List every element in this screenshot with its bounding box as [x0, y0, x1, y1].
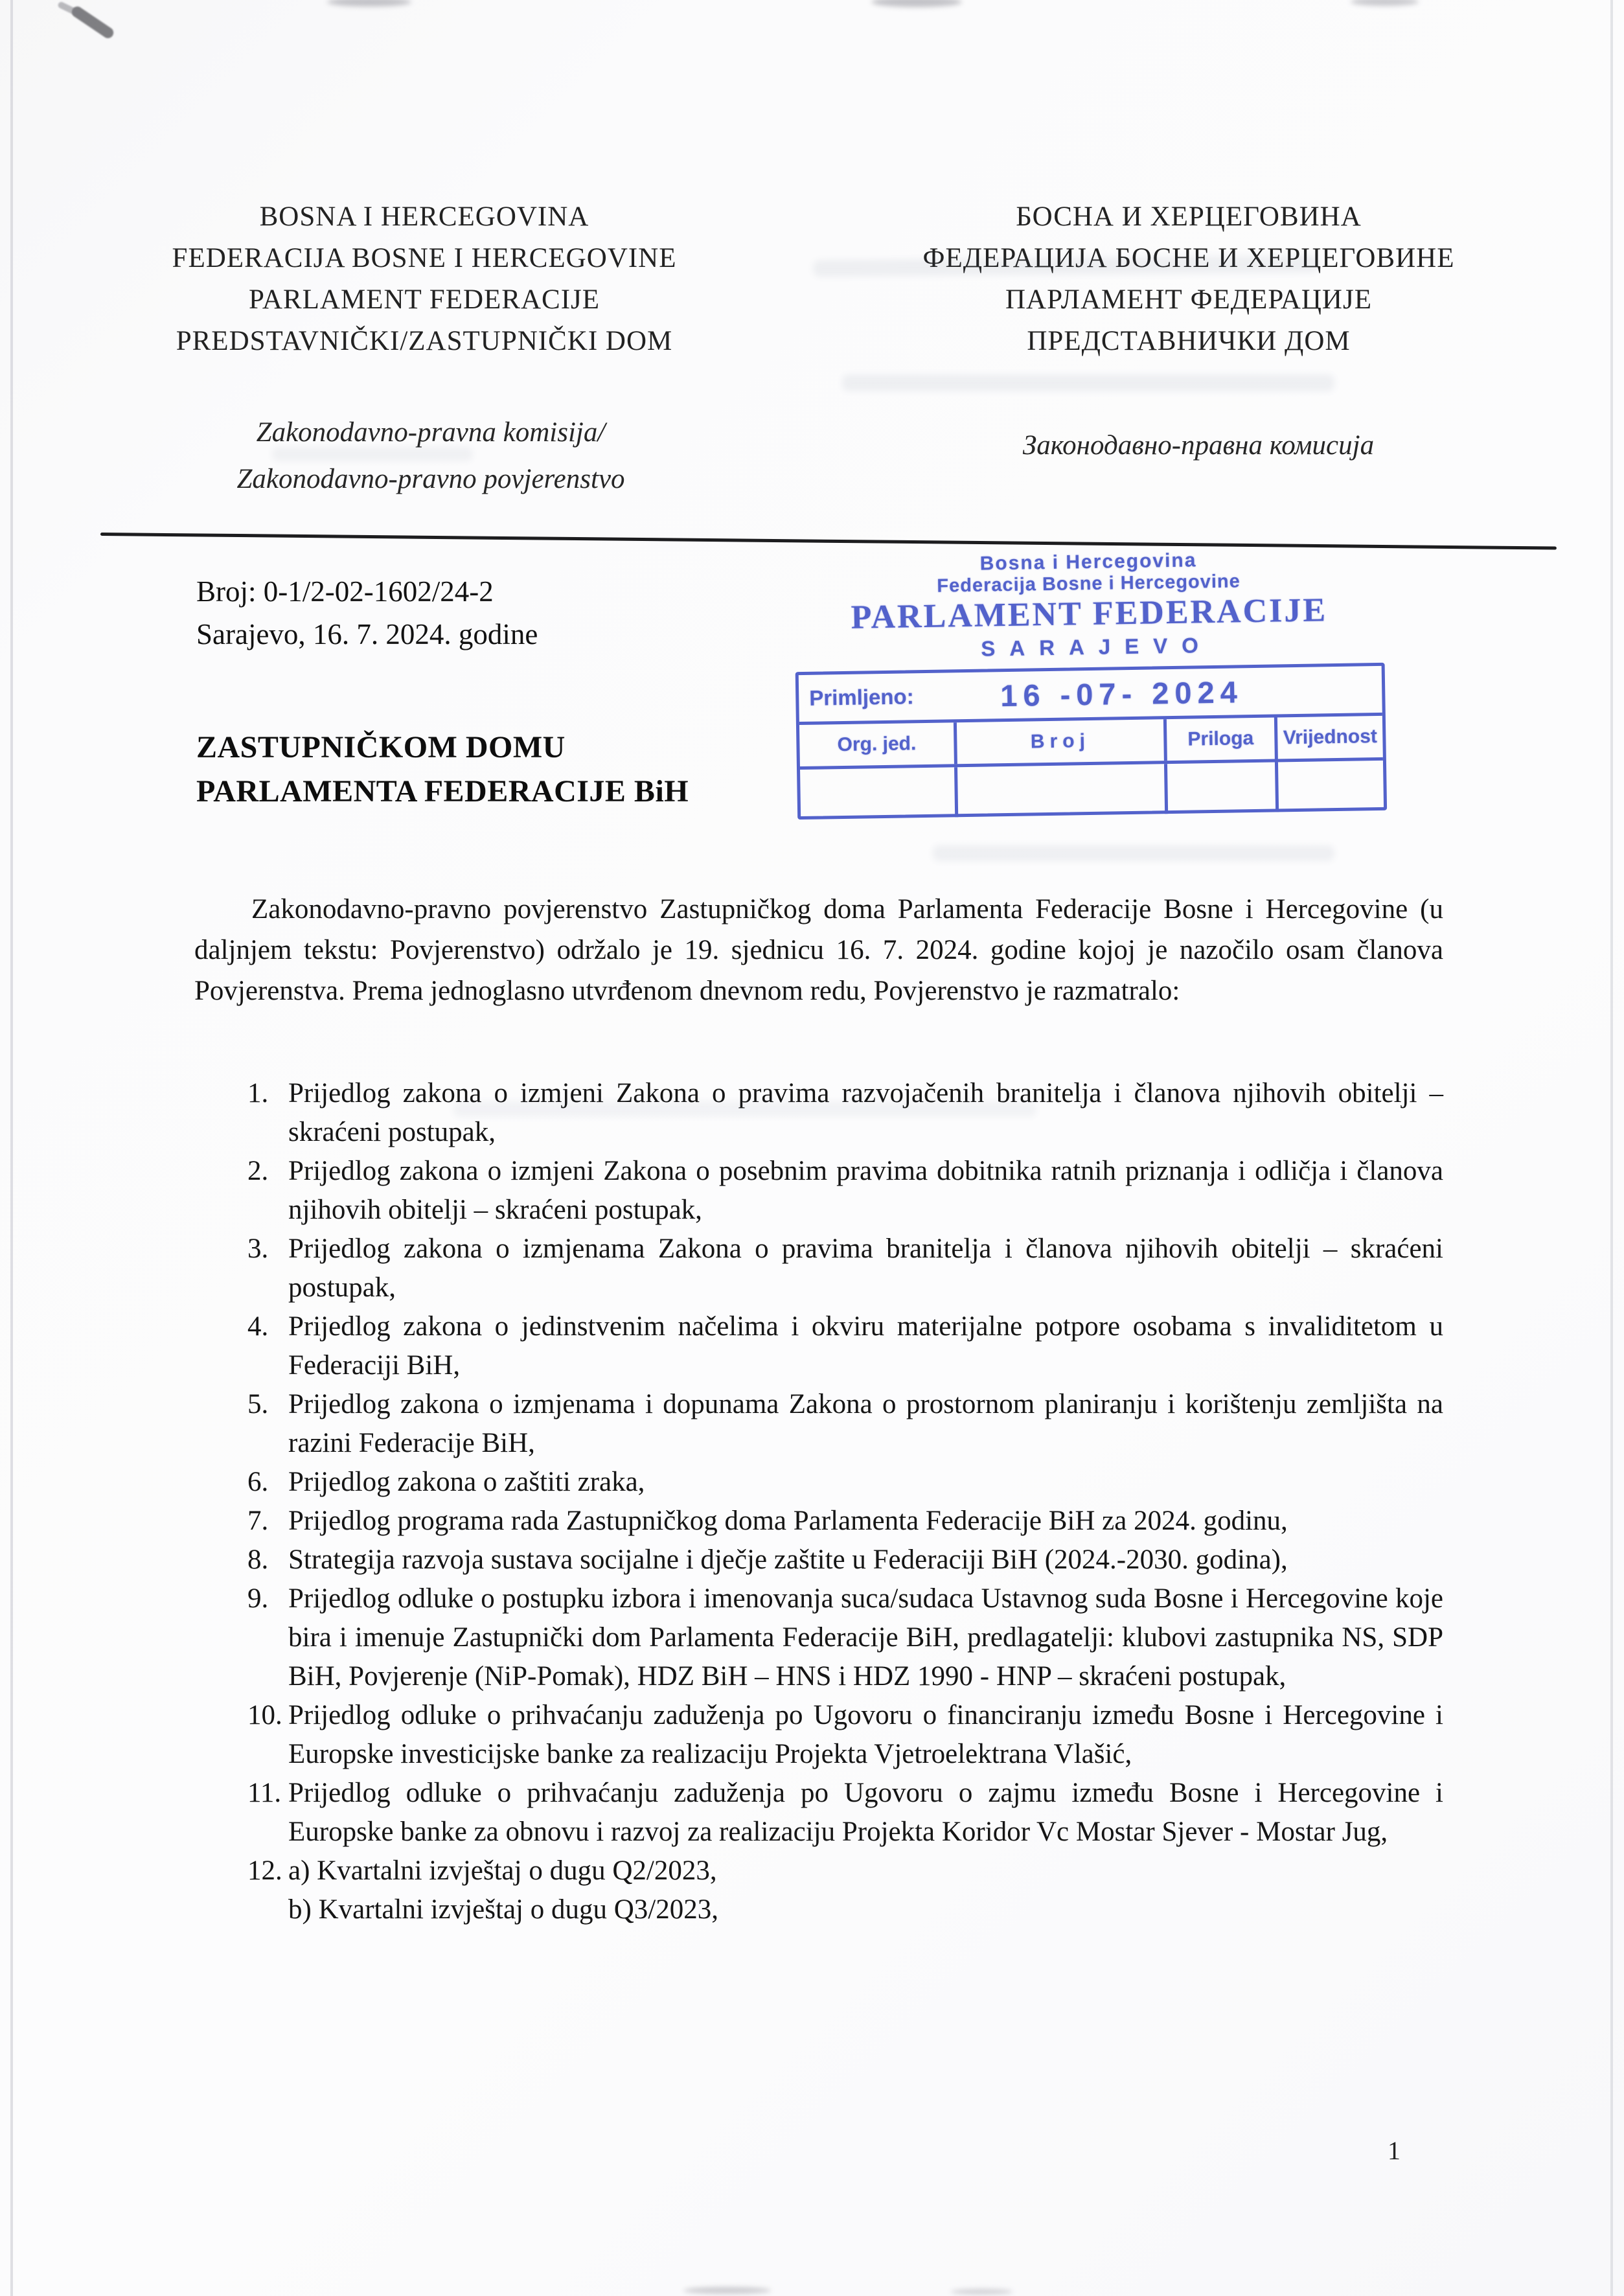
agenda-item-number: 9.: [247, 1583, 269, 1614]
letterhead-line: БОСНА И ХЕРЦЕГОВИНА: [1016, 201, 1362, 232]
agenda-item-number: 5.: [247, 1389, 269, 1419]
reference-block: [196, 570, 538, 656]
letterhead-line: PARLAMENT FEDERACIJE: [248, 284, 600, 315]
agenda-item: [194, 1774, 1443, 1852]
scan-edge-line: [10, 0, 13, 2296]
agenda-item-number: 12.: [247, 1855, 282, 1886]
agenda-item: [194, 1230, 1443, 1307]
stamp-empty-cell: [1167, 762, 1279, 814]
recipient-line: ZASTUPNIČKOM DOMU: [196, 730, 566, 764]
agenda-item: [194, 1852, 1443, 1929]
agenda-item-number: 1.: [247, 1078, 269, 1108]
committee-name-latin: [152, 409, 709, 503]
scan-artifact-smudge: [683, 2287, 771, 2294]
stamp-empty-cell: [957, 764, 1168, 817]
agenda-item-text: Prijedlog zakona o izmjenama i dopunama Zakona o prostornom planiranju i korištenju zemljišta na razini Federacije BiH,: [288, 1389, 1443, 1458]
stamp-received-date: 16 -07- 2024: [1000, 674, 1244, 713]
stamp-column-vrijednost: Vrijednost: [1283, 726, 1378, 749]
stamp-column-priloga: Priloga: [1167, 717, 1278, 761]
agenda-item-number: 7.: [247, 1506, 269, 1536]
agenda-item-text: Strategija razvoja sustava socijalne i dječje zaštite u Federaciji BiH (2024.-2030. godina),: [288, 1544, 1288, 1575]
bleed-through-artifact: [842, 374, 1334, 391]
agenda-item-text: Prijedlog programa rada Zastupničkog doma Parlamenta Federacije BiH za 2024. godinu,: [288, 1506, 1288, 1536]
agenda-item-number: 10.: [247, 1700, 282, 1730]
agenda-list: [194, 1074, 1443, 1929]
scan-artifact-mark: [57, 1, 84, 18]
letterhead-left: [113, 196, 735, 362]
stamp-empty-cell: [1278, 761, 1384, 812]
stamp-institution: PARLAMENT FEDERACIJE: [851, 591, 1328, 636]
agenda-item-text: Prijedlog zakona o izmjeni Zakona o pravima razvojačenih branitelja i članova njihovih obitelji – skraćeni postupak,: [288, 1078, 1443, 1147]
stamp-column-broj: Broj: [957, 719, 1167, 764]
intro-paragraph: Zakonodavno-pravno povjerenstvo Zastupničkog doma Parlamenta Federacije Bosne i Hercegovine (u daljnjem tekstu: Povjerenstvo) održalo je 19. sjednicu 16. 7. 2024. godine kojoj je nazočilo osam članova Povjerenstva. Prema jednoglasno utvrđenom dnevnom redu, Povjerenstvo je razmatralo:: [194, 894, 1443, 1006]
committee-name-line: Zakonodavno-pravna komisija/: [256, 417, 606, 448]
reference-place-date: Sarajevo, 16. 7. 2024. godine: [196, 618, 538, 650]
agenda-item-text: Prijedlog odluke o prihvaćanju zaduženja po Ugovoru o zajmu između Bosne i Hercegovine i Europske banke za obnovu i razvoj za realizaciju Projekta Koridor Vc Mostar Sjever - Mostar Jug,: [288, 1778, 1443, 1847]
agenda-item: [194, 1307, 1443, 1385]
letterhead-line: BOSNA I HERCEGOVINA: [259, 201, 589, 232]
agenda-item-text: Prijedlog odluke o prihvaćanju zaduženja po Ugovoru o financiranju između Bosne i Hercegovine i Europske investicijske banke za realizaciju Projekta Vjetroelektrana Vlašić,: [288, 1700, 1443, 1769]
agenda-item: [194, 1385, 1443, 1463]
agenda-item-text: Prijedlog zakona o zaštiti zraka,: [288, 1467, 645, 1497]
bleed-through-artifact: [933, 845, 1334, 861]
agenda-item-text: Prijedlog odluke o postupku izbora i imenovanja suca/sudaca Ustavnog suda Bosne i Hercegovine koje bira i imenuje Zastupnički dom Parlamenta Federacije BiH, predlagatelji: klubovi zastupnika NS, SDP BiH, Povjerenje (NiP-Pomak), HDZ BiH – HNS i HDZ 1990 - HNP – skraćeni postupak,: [288, 1583, 1443, 1692]
received-stamp: [794, 547, 1387, 820]
scan-artifact-smudge: [327, 0, 411, 6]
agenda-item-number: 11.: [247, 1778, 282, 1808]
scan-edge-line: [1610, 0, 1613, 2296]
recipient-heading: [196, 726, 689, 814]
agenda-item-text: Prijedlog zakona o izmjenama Zakona o pravima branitelja i članova njihovih obitelji – skraćeni postupak,: [288, 1234, 1443, 1303]
agenda-item-text: a) Kvartalni izvještaj o dugu Q2/2023, b) Kvartalni izvještaj o dugu Q3/2023,: [288, 1855, 718, 1925]
agenda-item-number: 8.: [247, 1544, 269, 1575]
stamp-country: Bosna i Hercegovina: [979, 549, 1197, 575]
agenda-item: [194, 1541, 1443, 1579]
stamp-empty-row: [800, 761, 1384, 820]
agenda-item-number: 3.: [247, 1234, 269, 1264]
letterhead-right: [862, 196, 1516, 362]
committee-name-cyrillic: Законодавно-правна комисија: [1022, 430, 1375, 461]
stamp-column-org-jed: Org. jed.: [799, 722, 957, 766]
agenda-item: [194, 1696, 1443, 1774]
scan-artifact-smudge: [1351, 0, 1419, 6]
letterhead-line: FEDERACIJA BOSNE I HERCEGOVINE: [172, 243, 677, 273]
stamp-received-label: Primljeno:: [809, 684, 914, 710]
scan-artifact-smudge: [871, 0, 962, 7]
agenda-item: [194, 1074, 1443, 1152]
agenda-item: [194, 1463, 1443, 1502]
scan-artifact-smudge: [951, 2289, 1012, 2295]
agenda-item-number: 4.: [247, 1311, 269, 1342]
stamp-empty-cell: [800, 767, 958, 820]
letterhead-line: ФЕДЕРАЦИЈА БОСНЕ И ХЕРЦЕГОВИНЕ: [922, 243, 1455, 273]
agenda-item-text: Prijedlog zakona o izmjeni Zakona o posebnim pravima dobitnika ratnih priznanja i odličja i članova njihovih obitelji – skraćeni postupak,: [288, 1156, 1443, 1225]
scan-artifact-mark: [70, 5, 116, 40]
letterhead-line: ПАРЛАМЕНТ ФЕДЕРАЦИЈЕ: [1005, 284, 1372, 315]
agenda-item-text: Prijedlog zakona o jedinstvenim načelima i okviru materijalne potpore osobama s invaliditetom u Federaciji BiH,: [288, 1311, 1443, 1381]
letterhead-line: ПРЕДСТАВНИЧКИ ДОМ: [1027, 326, 1351, 356]
agenda-item: [194, 1579, 1443, 1696]
agenda-item: [194, 1152, 1443, 1230]
letterhead-line: PREDSTAVNIČKI/ZASTUPNIČKI DOM: [176, 326, 673, 356]
agenda-item-number: 6.: [247, 1467, 269, 1497]
agenda-item: [194, 1502, 1443, 1541]
stamp-city: SARAJEVO: [981, 633, 1213, 661]
agenda-item-number: 2.: [247, 1156, 269, 1186]
reference-number: Broj: 0-1/2-02-1602/24-2: [196, 575, 494, 608]
recipient-line: PARLAMENTA FEDERACIJE BiH: [196, 774, 689, 809]
committee-name-line: Zakonodavno-pravno povjerenstvo: [236, 464, 625, 494]
stamp-received-row: [799, 666, 1382, 725]
stamp-table: [795, 663, 1387, 820]
page-number: 1: [1388, 2136, 1401, 2165]
stamp-federation: Federacija Bosne i Hercegovine: [937, 571, 1241, 597]
